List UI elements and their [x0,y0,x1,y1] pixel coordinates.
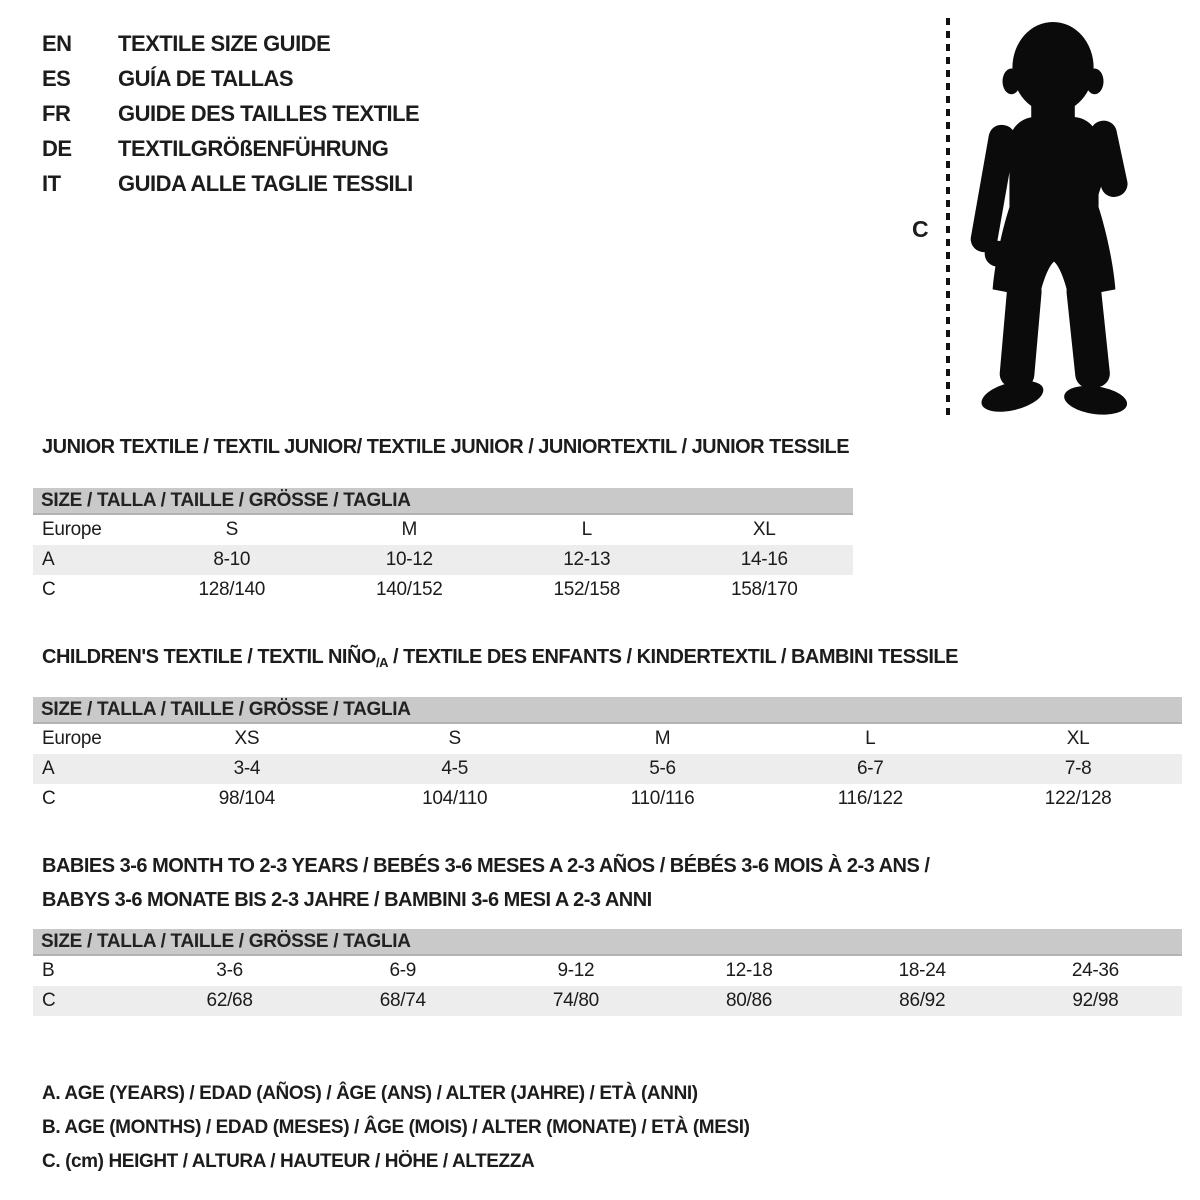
row-label: C [42,990,56,1011]
measurement-legend [42,1077,750,1179]
table-cell: 4-5 [441,758,468,779]
guide-title: GUIDA ALLE TAGLIE TESSILI [118,170,413,196]
children-heading-sub: /A [375,655,388,670]
babies-heading-line1: BABIES 3-6 MONTH TO 2-3 YEARS / BEBÉS 3-6 MESES A 2-3 AÑOS / BÉBÉS 3-6 MOIS À 2-3 ANS / [42,855,930,877]
column-header: S [225,519,238,540]
list-item [42,131,419,166]
table-cell: 140/152 [375,579,443,600]
table-cell: 110/116 [630,788,695,809]
table-cell: 5-6 [649,758,676,779]
table-cell: 86/92 [899,990,946,1011]
column-header: Europe [42,519,102,540]
children-table-block [33,697,1182,814]
column-header: Europe [42,728,102,749]
table-row [33,724,1182,754]
table-row [33,575,853,605]
table-row [33,986,1182,1016]
column-header: M [401,519,418,540]
junior-size-header: SIZE / TALLA / TAILLE / GRÖSSE / TAGLIA [33,488,853,515]
row-label: C [42,579,56,600]
table-cell: 7-8 [1064,758,1092,779]
children-size-header: SIZE / TALLA / TAILLE / GRÖSSE / TAGLIA [33,697,1182,724]
guide-title: GUIDE DES TAILLES TEXTILE [118,100,420,126]
table-cell: 62/68 [206,990,253,1011]
table-row [33,545,853,575]
table-cell: 8-10 [213,549,251,570]
language-code: DE [42,135,72,161]
table-cell: 6-9 [389,960,417,981]
list-item [42,26,419,61]
column-header: XS [234,728,260,749]
language-title-list [42,26,419,201]
height-measure-dashed-line [946,18,950,420]
table-row [33,515,853,545]
column-header: XL [1066,728,1090,749]
table-cell: 12-13 [563,549,611,570]
table-cell: 122/128 [1044,788,1112,809]
column-header: L [865,728,876,749]
babies-size-table [33,956,1182,1016]
language-code: EN [42,30,72,56]
row-label: A [42,549,55,570]
list-item [42,166,419,201]
table-cell: 158/170 [730,579,798,600]
babies-size-header: SIZE / TALLA / TAILLE / GRÖSSE / TAGLIA [33,929,1182,956]
column-header: S [448,728,461,749]
babies-table-block [33,929,1182,1016]
legend-line-b: B. AGE (MONTHS) / EDAD (MESES) / ÂGE (MOIS) / ALTER (MONATE) / ETÀ (MESI) [42,1117,750,1138]
table-cell: 116/122 [837,788,903,809]
babies-heading-line2: BABYS 3-6 MONATE BIS 2-3 JAHRE / BAMBINI 3-6 MESI A 2-3 ANNI [42,889,652,911]
children-heading-suffix: / TEXTILE DES ENFANTS / KINDERTEXTIL / BAMBINI TESSILE [387,646,958,668]
height-figure [898,10,1190,432]
table-cell: 14-16 [740,549,788,570]
table-row [33,784,1182,814]
table-cell: 98/104 [218,788,276,809]
height-measure-label: C [912,216,929,242]
table-cell: 10-12 [385,549,433,570]
table-cell: 104/110 [422,788,488,809]
junior-size-table [33,515,853,605]
table-cell: 80/86 [726,990,773,1011]
table-cell: 18-24 [898,960,946,981]
table-cell: 128/140 [198,579,266,600]
guide-title: TEXTILGRÖßENFÜHRUNG [118,135,389,161]
table-cell: 74/80 [552,990,599,1011]
language-code: FR [42,100,71,126]
table-cell: 3-4 [233,758,261,779]
children-heading-prefix: CHILDREN'S TEXTILE / TEXTIL NIÑO [42,646,376,668]
column-header: XL [752,519,776,540]
table-cell: 92/98 [1072,990,1119,1011]
legend-line-a: A. AGE (YEARS) / EDAD (AÑOS) / ÂGE (ANS) / ALTER (JAHRE) / ETÀ (ANNI) [42,1083,698,1104]
table-cell: 6-7 [857,758,884,779]
guide-title: GUÍA DE TALLAS [118,65,294,91]
table-cell: 12-18 [725,960,773,981]
table-cell: 152/158 [553,579,621,600]
table-row [33,754,1182,784]
column-header: M [654,728,671,749]
column-header: L [581,519,592,540]
row-label: B [42,960,55,981]
toddler-silhouette-icon [964,18,1146,424]
children-section-heading [42,646,958,670]
table-cell: 68/74 [379,990,426,1011]
row-label: C [42,788,56,809]
babies-section-heading [42,849,929,917]
legend-line-c: C. (cm) HEIGHT / ALTURA / HAUTEUR / HÖHE / ALTEZZA [42,1151,535,1172]
row-label: A [42,758,55,779]
list-item [42,61,419,96]
junior-section-heading: JUNIOR TEXTILE / TEXTIL JUNIOR/ TEXTILE JUNIOR / JUNIORTEXTIL / JUNIOR TESSILE [42,436,850,458]
junior-table-block [33,488,853,605]
guide-title: TEXTILE SIZE GUIDE [118,30,331,56]
table-cell: 24-36 [1071,960,1119,981]
list-item [42,96,419,131]
language-code: ES [42,65,71,91]
table-row [33,956,1182,986]
language-code: IT [42,170,61,196]
table-cell: 3-6 [216,960,243,981]
table-cell: 9-12 [557,960,595,981]
children-size-table [33,724,1182,814]
